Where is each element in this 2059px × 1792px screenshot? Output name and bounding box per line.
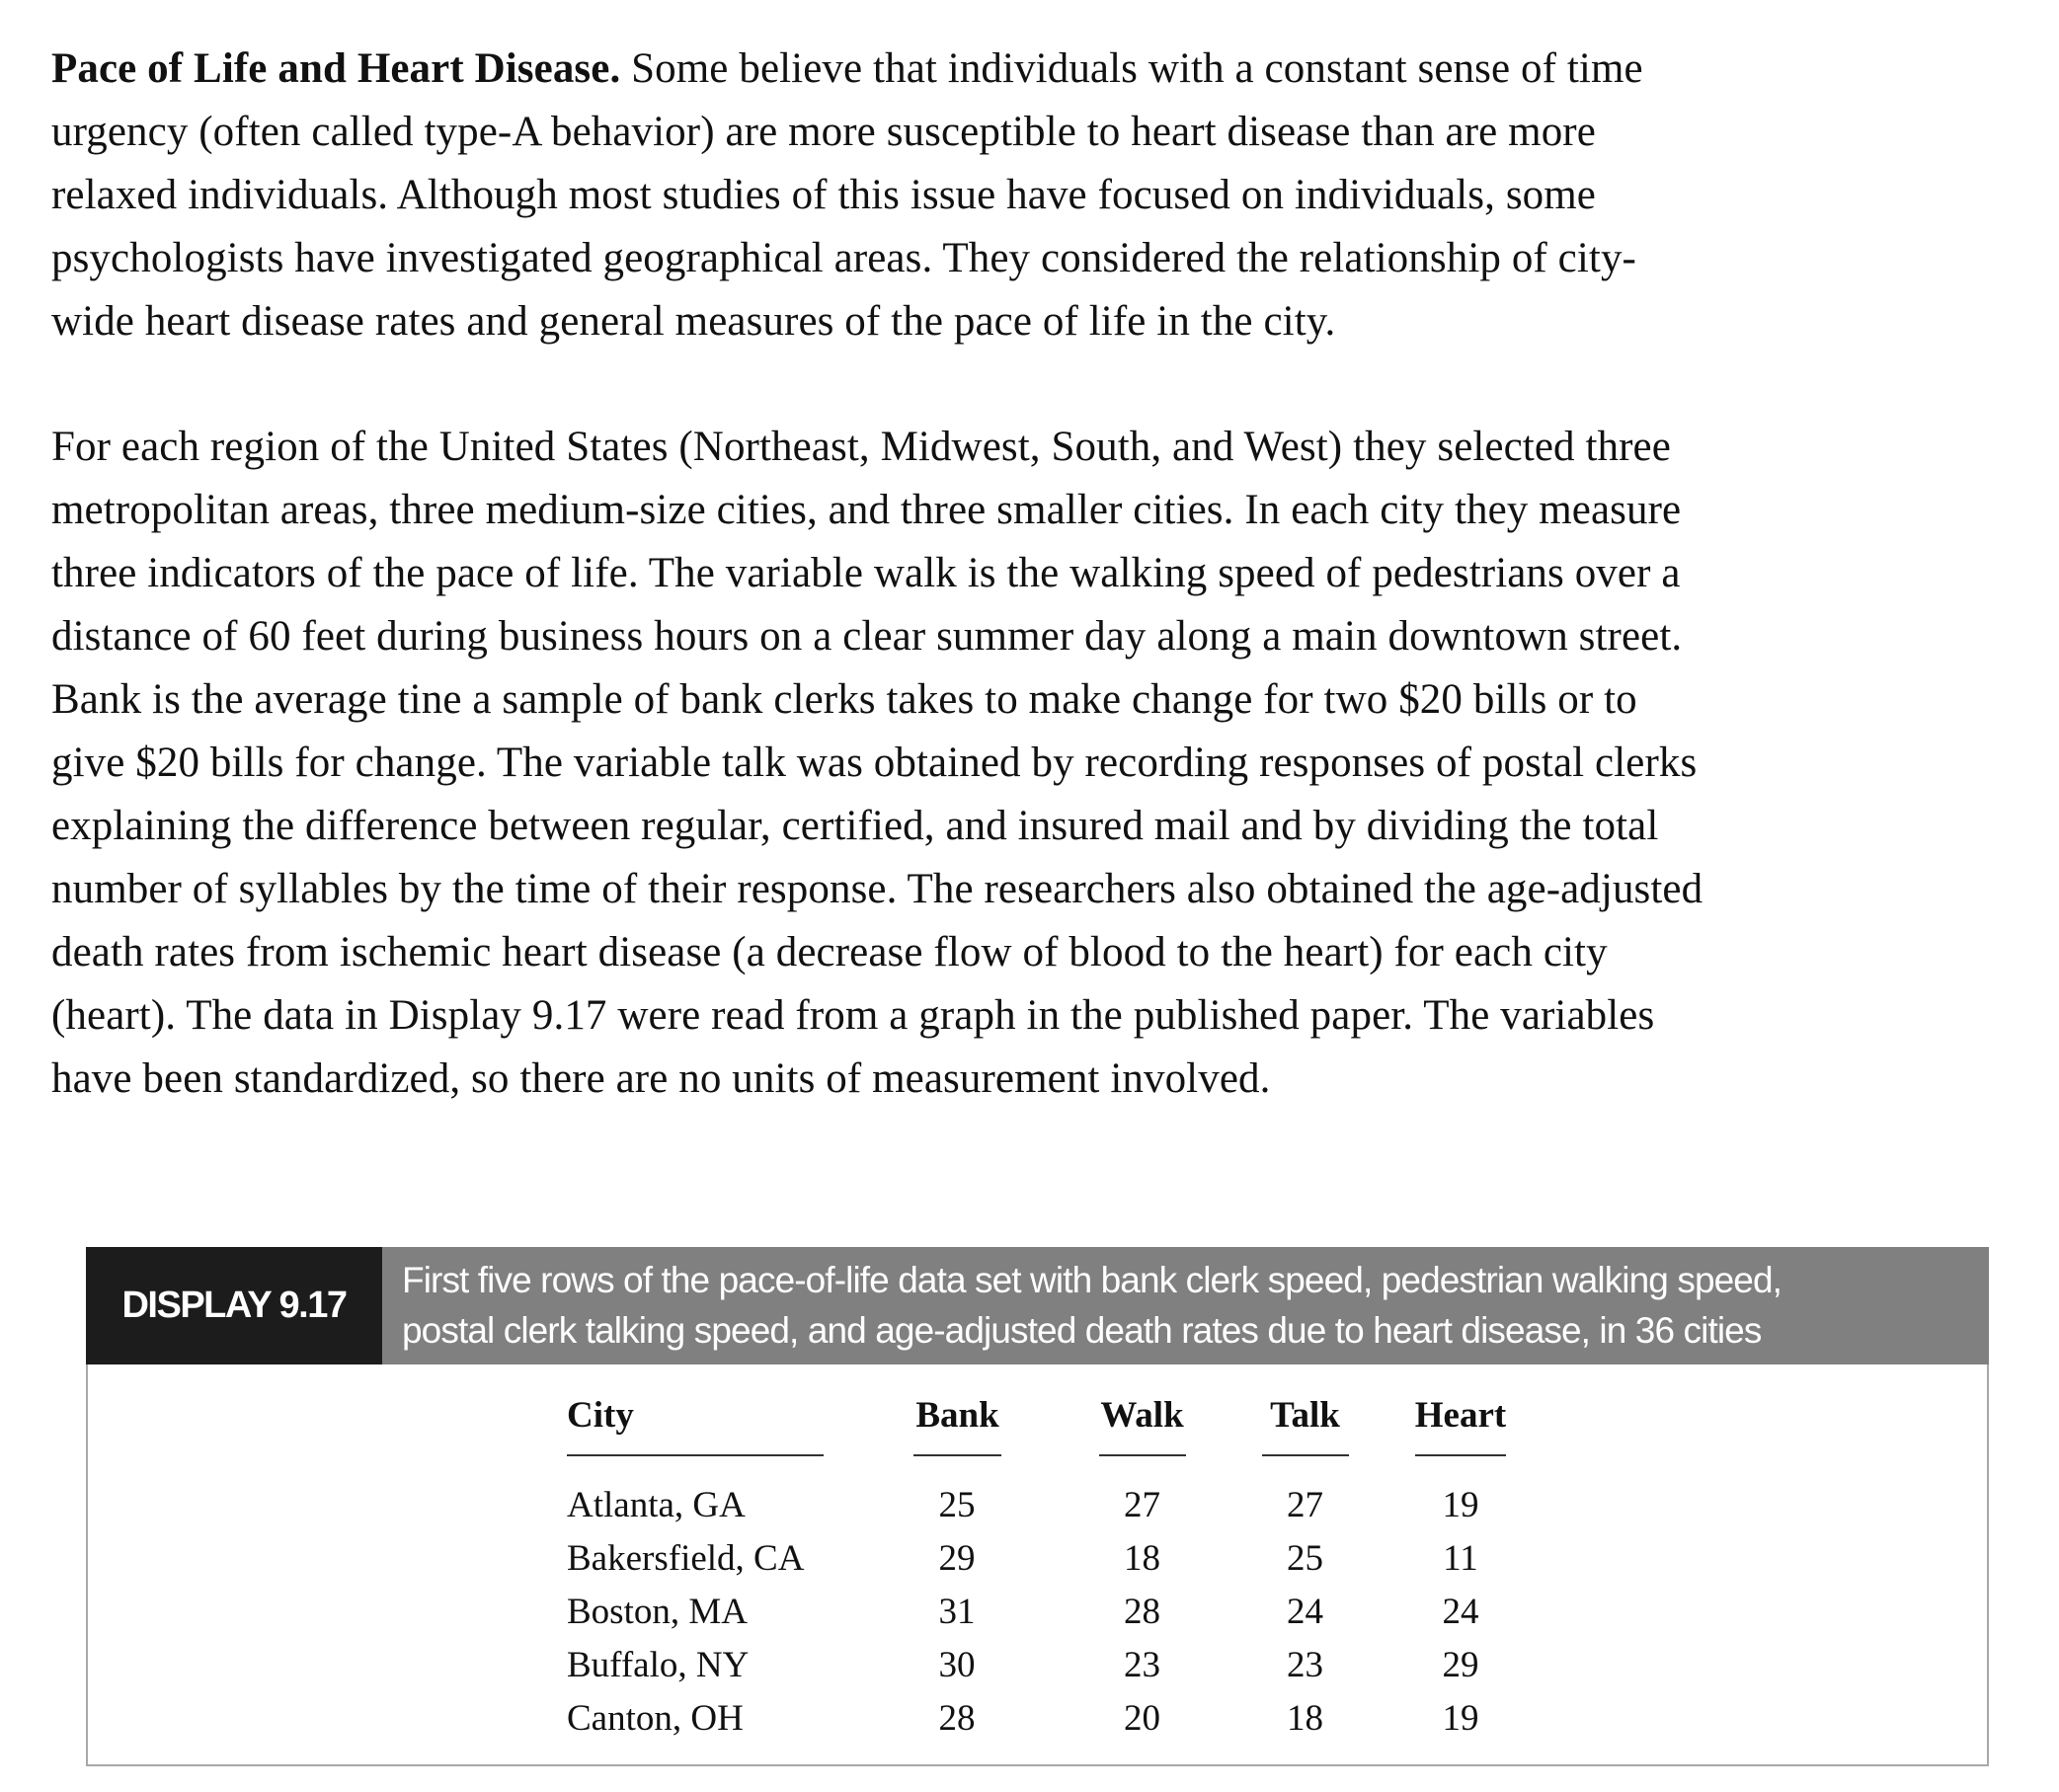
- cell-talk: 24: [1287, 1592, 1323, 1632]
- paragraph-heading: Pace of Life and Heart Disease.: [51, 45, 621, 92]
- display-9-17: [86, 1247, 1989, 1766]
- cell-bank: 30: [938, 1645, 976, 1685]
- cell-city: Buffalo, NY: [567, 1645, 750, 1685]
- cell-heart: 11: [1443, 1538, 1478, 1579]
- cell-talk: 18: [1287, 1698, 1323, 1739]
- column-header-city: City: [567, 1394, 838, 1479]
- column-header-heart: Heart: [1401, 1394, 1520, 1479]
- cell-heart: 19: [1442, 1485, 1479, 1525]
- table-row: [567, 1586, 1520, 1639]
- display-table-container: [86, 1364, 1989, 1766]
- column-header-walk: Walk: [1075, 1394, 1209, 1479]
- cell-talk: 25: [1287, 1538, 1323, 1579]
- table-header-row: [567, 1394, 1520, 1479]
- pace-of-life-table: [567, 1394, 1520, 1746]
- cell-bank: 25: [938, 1485, 976, 1525]
- cell-city: Bakersfield, CA: [567, 1538, 805, 1579]
- display-caption: First five rows of the pace-of-life data set with bank clerk speed, pedestrian walking speed, postal clerk talking speed, and age-adjusted death rates due to heart disease, in 36 cities: [382, 1247, 1989, 1364]
- cell-bank: 31: [938, 1592, 976, 1632]
- cell-bank: 29: [938, 1538, 976, 1579]
- cell-walk: 20: [1124, 1698, 1160, 1739]
- intro-paragraph-text: Some believe that individuals with a constant sense of time urgency (often called type-A behavior) are more susceptible to heart disease than are more relaxed individuals. Although most studies of this issue have focused on individuals, some psychologists have investigated geographical areas. They considered the relationship of city- wide heart disease rates and general measures of the pace of life in the city.: [51, 45, 1643, 345]
- cell-walk: 28: [1124, 1592, 1160, 1632]
- table-row: [567, 1479, 1520, 1532]
- study-description-paragraph: For each region of the United States (Northeast, Midwest, South, and West) they selected three metropolitan areas, three medium-size cities, and three smaller cities. In each city they measure three indicators of the pace of life. The variable walk is the walking speed of pedestrians over a distance of 60 feet during business hours on a clear summer day along a main downtown street. Bank is the average tine a sample of bank clerks takes to make change for two $20 bills or to give $20 bills for change. The variable talk was obtained by recording responses of postal clerks explaining the difference between regular, certified, and insured mail and by dividing the total number of syllables by the time of their response. The researchers also obtained the age-adjusted death rates from ischemic heart disease (a decrease flow of blood to the heart) for each city (heart). The data in Display 9.17 were read from a graph in the published paper. The variables have been standardized, so there are no units of measurement involved.: [51, 424, 1703, 1102]
- cell-walk: 23: [1124, 1645, 1160, 1685]
- column-header-bank: Bank: [838, 1394, 1075, 1479]
- cell-walk: 27: [1124, 1485, 1160, 1525]
- display-label: DISPLAY 9.17: [86, 1247, 382, 1364]
- cell-heart: 29: [1442, 1645, 1479, 1685]
- cell-talk: 27: [1287, 1485, 1323, 1525]
- cell-bank: 28: [938, 1698, 976, 1739]
- column-header-talk: Talk: [1209, 1394, 1401, 1479]
- cell-heart: 19: [1442, 1698, 1479, 1739]
- table-row: [567, 1692, 1520, 1746]
- cell-city: Canton, OH: [567, 1698, 744, 1739]
- intro-paragraph: [51, 38, 1987, 353]
- cell-talk: 23: [1287, 1645, 1323, 1685]
- table-row: [567, 1639, 1520, 1692]
- cell-heart: 24: [1442, 1592, 1479, 1632]
- cell-city: Atlanta, GA: [567, 1485, 746, 1525]
- cell-walk: 18: [1124, 1538, 1160, 1579]
- table-row: [567, 1532, 1520, 1586]
- cell-city: Boston, MA: [567, 1592, 748, 1632]
